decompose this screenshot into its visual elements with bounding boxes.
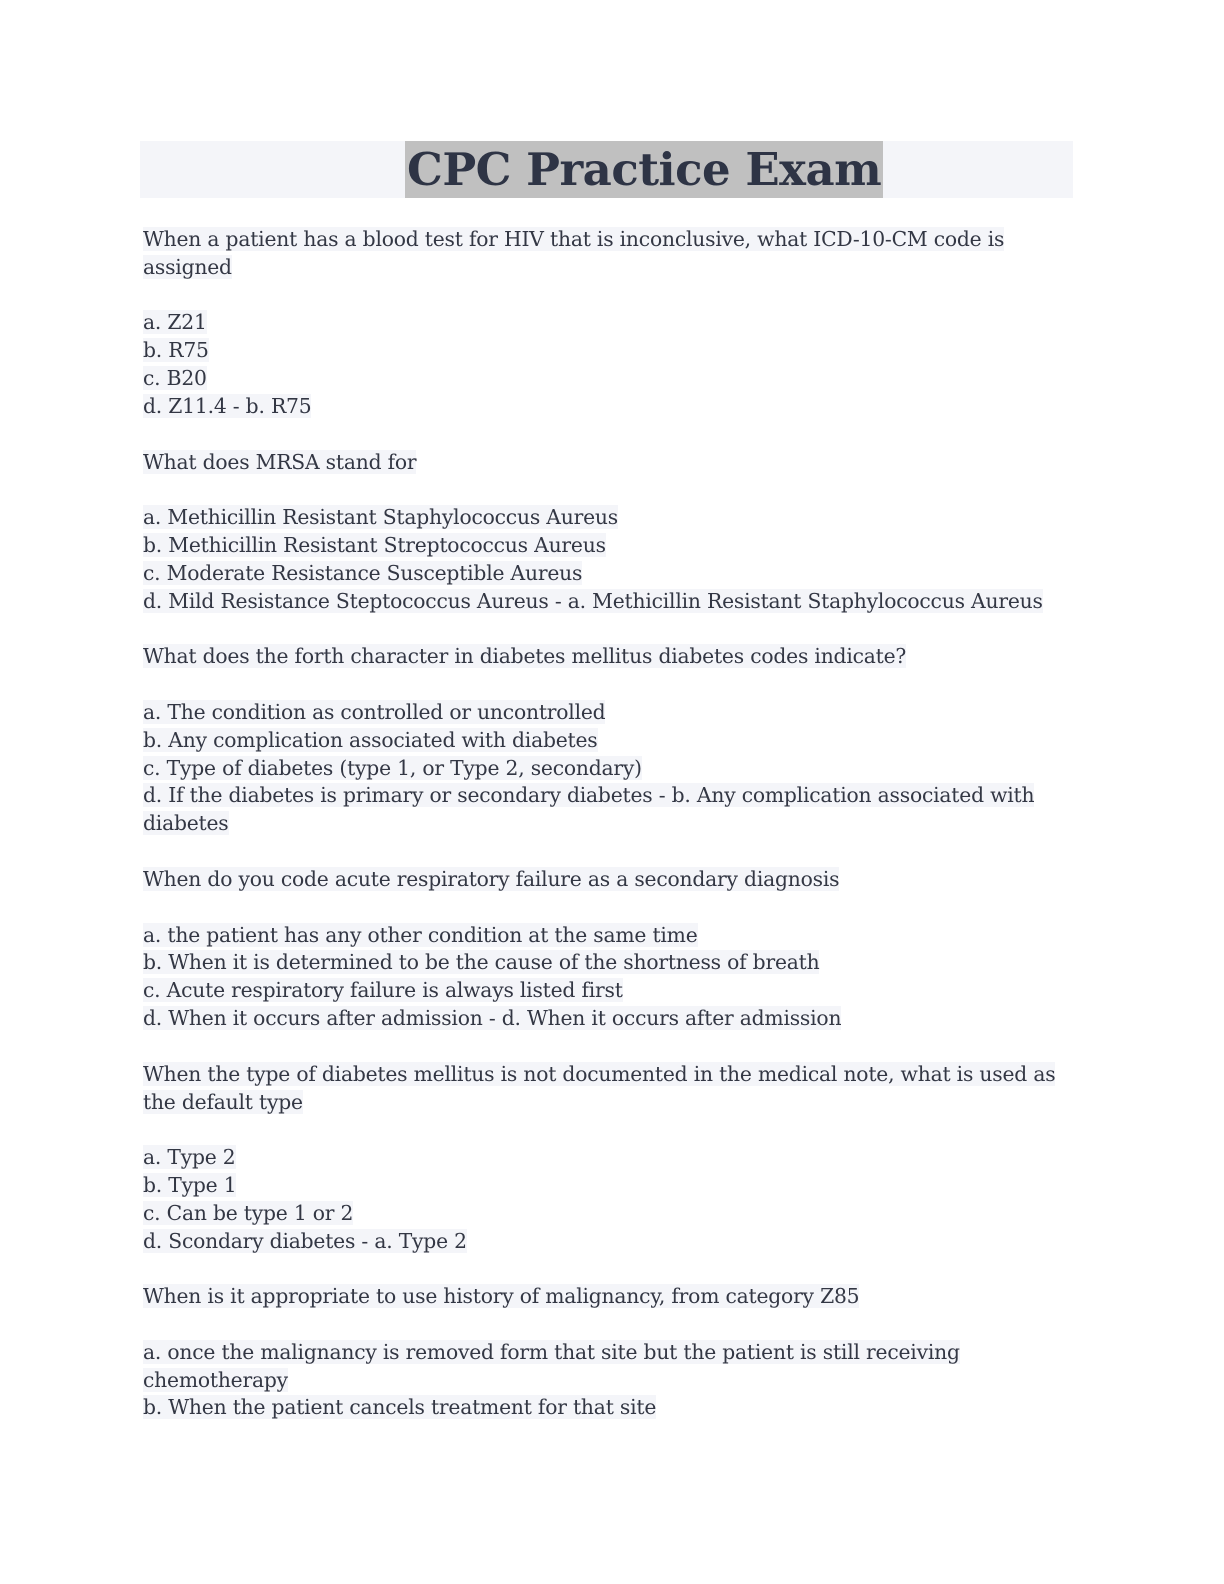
answer-options bbox=[143, 504, 1073, 615]
answer-option: b. Any complication associated with diabetes bbox=[143, 727, 598, 752]
answer-option: d. Scondary diabetes - a. Type 2 bbox=[143, 1228, 467, 1253]
stem-line: When the type of diabetes mellitus is not documented in the medical note, what is used as bbox=[143, 1061, 1056, 1086]
question-stem bbox=[143, 1061, 1073, 1117]
question-4 bbox=[143, 866, 1073, 1033]
stem-line: When is it appropriate to use history of malignancy, from category Z85 bbox=[143, 1284, 860, 1309]
answer-option: c. Type of diabetes (type 1, or Type 2, secondary) bbox=[143, 755, 642, 780]
question-stem bbox=[143, 1283, 1073, 1311]
answer-option: c. Can be type 1 or 2 bbox=[143, 1200, 354, 1225]
answer-option: c. Acute respiratory failure is always listed first bbox=[143, 978, 623, 1003]
page-title: CPC Practice Exam bbox=[407, 143, 882, 196]
answer-option: b. R75 bbox=[143, 338, 209, 363]
answer-option: b. When it is determined to be the cause of the shortness of breath bbox=[143, 950, 820, 975]
answer-option: a. Type 2 bbox=[143, 1145, 236, 1170]
answer-option: a. the patient has any other condition at the same time bbox=[143, 922, 698, 947]
stem-line: When a patient has a blood test for HIV that is inconclusive, what ICD-10-CM code is bbox=[143, 227, 1005, 251]
answer-options bbox=[143, 309, 1073, 420]
answer-option: a. Z21 bbox=[143, 310, 207, 335]
question-stem bbox=[143, 866, 1073, 894]
answer-options bbox=[143, 922, 1073, 1033]
question-list bbox=[143, 226, 1073, 1450]
answer-option: a. once the malignancy is removed form that site but the patient is still receiving bbox=[143, 1339, 960, 1364]
stem-line: What does the forth character in diabetes mellitus diabetes codes indicate? bbox=[143, 644, 907, 669]
question-stem bbox=[143, 226, 1073, 282]
stem-line: assigned bbox=[143, 254, 232, 279]
question-2 bbox=[143, 449, 1073, 616]
answer-option: c. Moderate Resistance Susceptible Aureus bbox=[143, 560, 583, 585]
answer-option: b. Type 1 bbox=[143, 1172, 237, 1197]
answer-option: d. If the diabetes is primary or secondary diabetes - b. Any complication associated with bbox=[143, 783, 1035, 808]
answer-options bbox=[143, 1339, 1073, 1422]
question-6 bbox=[143, 1283, 1073, 1422]
answer-option: c. B20 bbox=[143, 365, 207, 390]
answer-option: a. Methicillin Resistant Staphylococcus Aureus bbox=[143, 505, 618, 530]
answer-option: d. Z11.4 - b. R75 bbox=[143, 393, 312, 418]
question-1 bbox=[143, 226, 1073, 421]
answer-option: a. The condition as controlled or uncontrolled bbox=[143, 699, 606, 724]
question-5 bbox=[143, 1061, 1073, 1256]
answer-options bbox=[143, 1144, 1073, 1255]
answer-option: chemotherapy bbox=[143, 1367, 288, 1392]
answer-option: d. When it occurs after admission - d. When it occurs after admission bbox=[143, 1005, 842, 1030]
question-stem bbox=[143, 449, 1073, 477]
answer-option: b. Methicillin Resistant Streptococcus Aureus bbox=[143, 532, 606, 557]
stem-line: When do you code acute respiratory failure as a secondary diagnosis bbox=[143, 866, 840, 891]
answer-option: diabetes bbox=[143, 811, 229, 836]
stem-line: What does MRSA stand for bbox=[143, 449, 417, 474]
answer-option: b. When the patient cancels treatment for that site bbox=[143, 1395, 657, 1420]
answer-option: d. Mild Resistance Steptococcus Aureus - a. Methicillin Resistant Staphylococcus Aureus bbox=[143, 588, 1043, 613]
question-3 bbox=[143, 643, 1073, 838]
question-stem bbox=[143, 643, 1073, 671]
answer-options bbox=[143, 699, 1073, 838]
stem-line: the default type bbox=[143, 1089, 303, 1114]
